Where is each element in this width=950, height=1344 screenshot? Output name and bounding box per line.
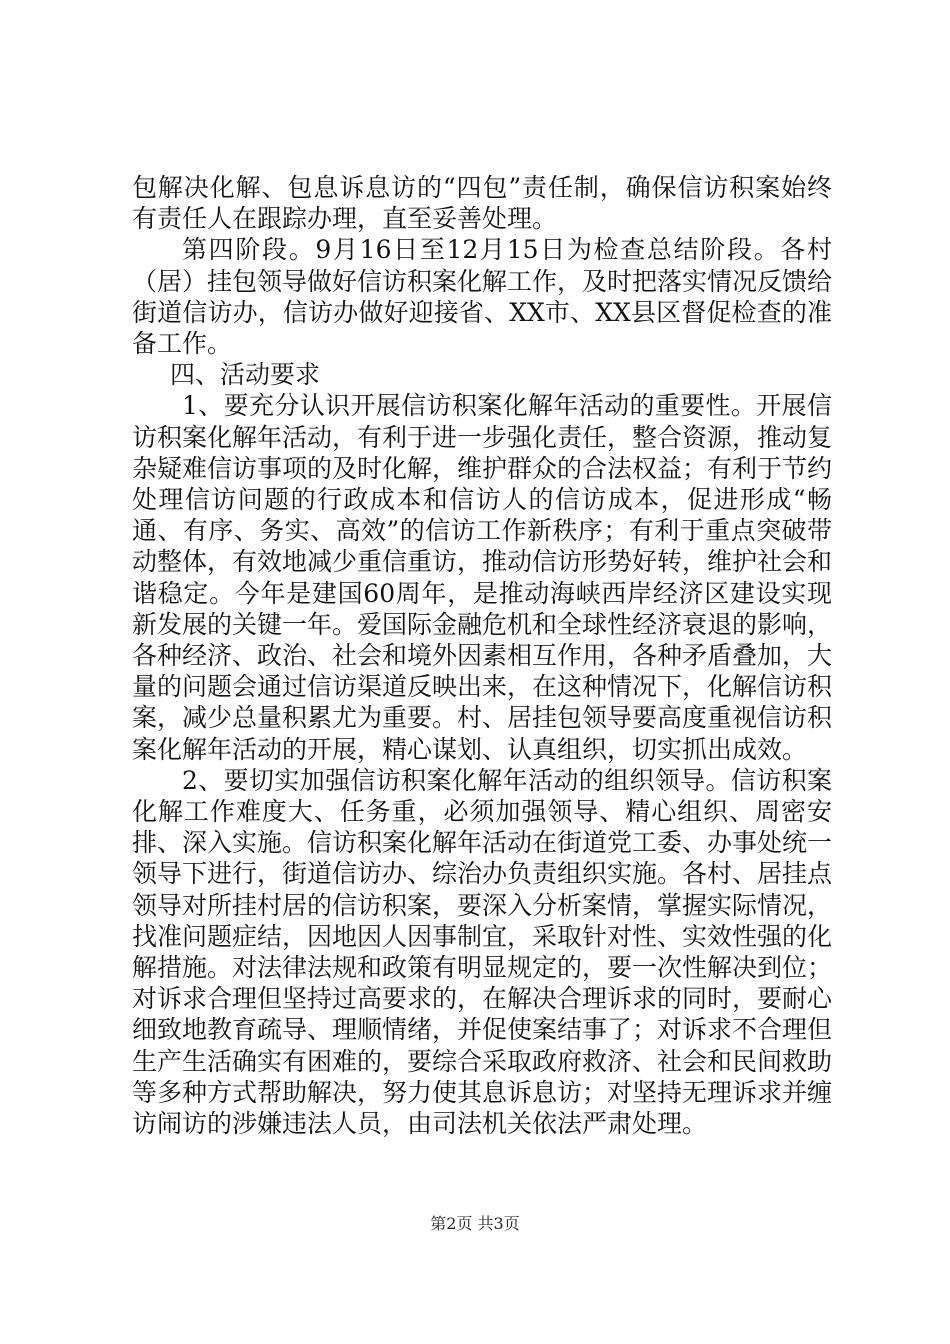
document-body (132, 172, 832, 1139)
page-number-footer: 第2页 共3页 (430, 1214, 520, 1233)
paragraph-requirement-2: 2、要切实加强信访积案化解年活动的组织领导。信访积案化解工作难度大、任务重，必须加强领导、精心组织、周密安排、深入实施。信访积案化解年活动在街道党工委、办事处统一领导下进行，街道信访办、综治办负责组织实施。各村、居挂点领导对所挂村居的信访积案，要深入分析案情，掌握实际情况，找准问题症结，因地因人因事制宜，采取针对性、实效性强的化解措施。对法律法规和政策有明显规定的，要一次性解决到位；对诉求合理但坚持过高要求的，在解决合理诉求的同时，要耐心细致地教育疏导、理顺情绪，并促使案结事了；对诉求不合理但生产生活确实有困难的，要综合采取政府救济、社会和民间救助等多种方式帮助解决，努力使其息诉息访；对坚持无理诉求并缠访闹访的涉嫌违法人员，由司法机关依法严肃处理。 (132, 765, 833, 1139)
section-heading-requirements: 四、活动要求 (170, 360, 321, 390)
paragraph-continuation: 包解决化解、包息诉息访的“四包”责任制，确保信访积案始终有责任人在跟踪办理，直至妥善处理。 (132, 173, 832, 234)
paragraph-requirement-1: 1、要充分认识开展信访积案化解年活动的重要性。开展信访积案化解年活动，有利于进一步强化责任，整合资源，推动复杂疑难信访事项的及时化解，维护群众的合法权益；有利于节约处理信访问题的行政成本和信访人的信访成本，促进形成“畅通、有序、务实、高效”的信访工作新秩序；有利于重点突破带动整体，有效地减少重信重访，推动信访形势好转，维护社会和谐稳定。今年是建国60周年，是推动海峡西岸经济区建设实现新发展的关键一年。爱国际金融危机和全球性经济衰退的影响，各种经济、政治、社会和境外因素相互作用，各种矛盾叠加，大量的问题会通过信访渠道反映出来，在这种情况下，化解信访积案，减少总量积累尤为重要。村、居挂包领导要高度重视信访积案化解年活动的开展，精心谋划、认真组织，切实抓出成效。 (132, 391, 833, 764)
paragraph-stage-four: 第四阶段。9月16日至12月15日为检查总结阶段。各村（居）挂包领导做好信访积案化解工作，及时把落实情况反馈给街道信访办，信访办做好迎接省、XX市、XX县区督促检查的准备工作。 (132, 235, 833, 359)
